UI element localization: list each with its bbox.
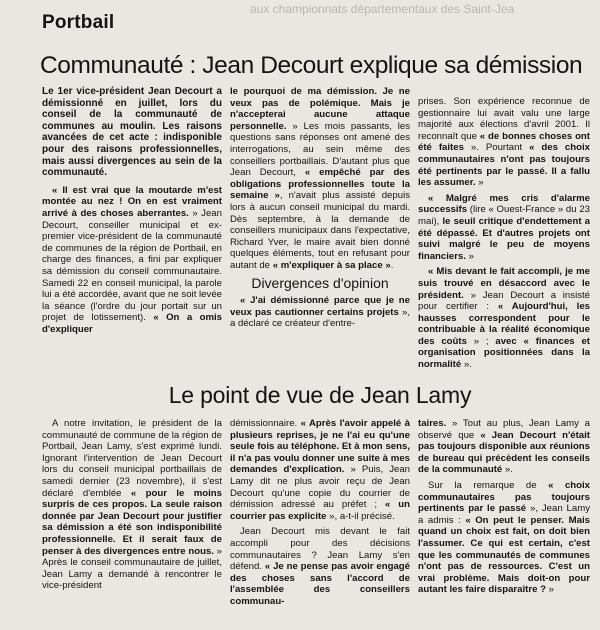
quote: « Jean Decourt n'était pas toujours disponible aux réunions de bureau qui précèdent les conseils de la communauté: [418, 429, 590, 476]
quote: « Je ne pense pas avoir engagé des choses sans l'accord de l'assemblée des conseillers communau-: [230, 561, 410, 607]
quote: « Il est vrai que la moutarde m'est montée au nez ! On en est vraiment arrivé à des choses aberrantes.: [42, 184, 222, 219]
body-text: »: [466, 250, 475, 262]
article2-paragraph: [418, 480, 590, 596]
article1-column-3: [418, 96, 590, 375]
article2-column-3: [418, 418, 590, 600]
body-text: », Jean Lamy a admis :: [418, 503, 590, 526]
article1-paragraph: [42, 185, 222, 336]
body-text: ». Pourtant: [463, 142, 530, 154]
quote: « empêché par des obligations professionnelles toute la semaine »: [230, 167, 410, 202]
quote: « des choix communautaires n'ont pas toujours été pertinents par le passé. Il a fallu les assumer.: [418, 142, 590, 189]
body-text: ».: [461, 359, 472, 371]
article1-paragraph: [418, 96, 590, 189]
body-text: » Jean Decourt a insisté pour certifier :: [418, 289, 590, 313]
quote: « pour le moins surpris de ces propos. La seule raison donnée par Jean Decourt pour justifier sa démission a été son indisponibilité professionnelle. Et il serait faux de penser à des divergences entre nous.: [42, 487, 222, 557]
quote: « un courrier pas explicite: [230, 499, 410, 522]
article2-paragraph: [230, 526, 410, 607]
body-text: .: [390, 259, 394, 271]
quote: le pourquoi de ma démission. Je ne veux pas de polémique. Mais je n'accepterai aucune attaque personnelle.: [230, 86, 410, 132]
article1-paragraph: [230, 295, 410, 330]
quote: le seuil critique d'endettement a été dépassé. Et d'autres projets ont suivi malgré le peu de moyens financiers.: [418, 215, 590, 262]
article1-paragraph: [230, 86, 410, 272]
body-text: , n'avait plus assisté depuis lors à aucun conseil municipal du mardi. Dès septembre, à la demande de conseillers municipaux dans l'expectative, Richard Yver, le maire avait bien donné quelques éléments, tout en refusant pour autant de: [230, 190, 410, 271]
body-text: Sur la remarque de: [428, 479, 549, 491]
quote: « On peut le penser. Mais quand un choix est fait, on doit bien l'assumer. Ce qui est certain, c'est que les communautés de communes n'ont pas de ressources. C'est un vrai problème. Mais doit-on pour autant les faire disparaître ?: [418, 514, 590, 596]
body-text: A notre invitation, le président de la communauté de commune de la région de Portbail, Jean Lamy, s'est exprimé lundi. Ignorant l'intervention de Jean Decourt lors du conseil municipal portbaillais de samedi dernier (23 novembre), il s'est déclaré d'emblée: [42, 418, 222, 499]
quote: avec « finances et organisation positionnées dans la normalité: [418, 335, 590, 371]
section-title: Le point de vue de Jean Lamy: [168, 382, 472, 408]
quote: « m'expliquer à sa place »: [272, 259, 391, 271]
article2-paragraph: [418, 418, 590, 476]
quote: « J'ai démissionné parce que je ne veux pas cautionner certains projets: [230, 295, 410, 318]
article-headline: Communauté : Jean Decourt explique sa démission: [40, 52, 583, 79]
quote: « Après l'avoir appelé à plusieurs reprises, je ne l'ai eu qu'une seule fois au téléphone. Et à mon sens, il n'a pas voulu donner une suite à mes demandes d'explication.: [230, 418, 410, 476]
bleed-through-text: aux championnats départementaux des Saint-Jea: [250, 2, 515, 16]
article2-paragraph: [42, 418, 222, 592]
article1-paragraph: [418, 193, 590, 263]
subheading-divergences: Divergences d'opinion: [251, 274, 389, 291]
article2-paragraph: [230, 418, 410, 522]
body-text: » Après le conseil communautaire de juillet, Jean Lamy a demandé à rencontrer le vice-président: [42, 545, 222, 592]
quote: « choix communautaires pas toujours pertinents par le passé: [418, 479, 590, 515]
quote: « Malgré mes cris d'alarme successifs: [418, 192, 590, 216]
article1-column-1: [42, 86, 222, 339]
body-text: prises. Son expérience reconnue de gestionnaire lui avait valu une large majorité aux élections d'avril 2001. Il reconnaît que: [418, 96, 590, 142]
body-text: » Tout au plus, Jean Lamy a observé que: [418, 418, 590, 441]
body-text: » Les mois passants, les questions sans réponses ont amené des interrogations, au sein même des conseillers portbaillais. D'autant plus que Jean Decourt,: [230, 120, 410, 179]
article1-paragraph: [418, 266, 590, 370]
quote: « Aujourd'hui, les hausses correspondent pour le contribuable à la réalité économique des coûts: [418, 301, 590, 347]
body-text: » Puis, Jean Lamy dit ne plus avoir reçu de Jean Decourt qu'une copie du courrier de démission adressé au préfet ;: [230, 464, 410, 511]
body-text: », a déclaré ce créateur d'entre-: [230, 306, 410, 330]
article1-column-2: [230, 86, 410, 334]
article2-column-1: [42, 418, 222, 596]
body-text: » ;: [466, 335, 496, 347]
quote: « On a omis d'expliquer: [42, 312, 222, 335]
article2-column-2: [230, 418, 410, 612]
body-text: »: [475, 177, 484, 189]
article1-lead: Le 1er vice-président Jean Decourt a démissionné en juillet, lors du conseil de la communauté de communes au moulin. Les raisons avancées de cet acte : indisponible pour des raisons professionnelles, mais aussi divergences au sein de la communauté.: [42, 86, 222, 179]
quote: « Mis devant le fait accompli, je me suis trouvé en désaccord avec le président.: [418, 266, 590, 301]
section-kicker: Portbail: [42, 12, 115, 33]
body-text: Jean Decourt mis devant le fait accompli pour des décisions communautaires ? Jean Lamy s'en défend.: [230, 526, 410, 573]
body-text: ».: [502, 464, 513, 476]
body-text: » Jean Decourt, conseiller municipal et ex-premier vice-président de la communauté de communes de la région de Portbail, en charge des finances, a fini par expliquer sa démission du conseil communautaire. Samedi 22 en conseil municipal, la parole lui a été accordée, avant que ne soit levée la séance (l'ordre du jour portait sur un projet de lotissement).: [42, 207, 222, 324]
quote: « de bonnes choses ont été faites: [418, 130, 590, 154]
body-text: (lire « Ouest-France » du 23 mai),: [418, 204, 590, 227]
body-text: », a-t-il précisé.: [326, 510, 395, 522]
body-text: démissionnaire.: [230, 418, 301, 429]
quote: taires.: [418, 418, 447, 429]
body-text: »: [545, 584, 554, 596]
